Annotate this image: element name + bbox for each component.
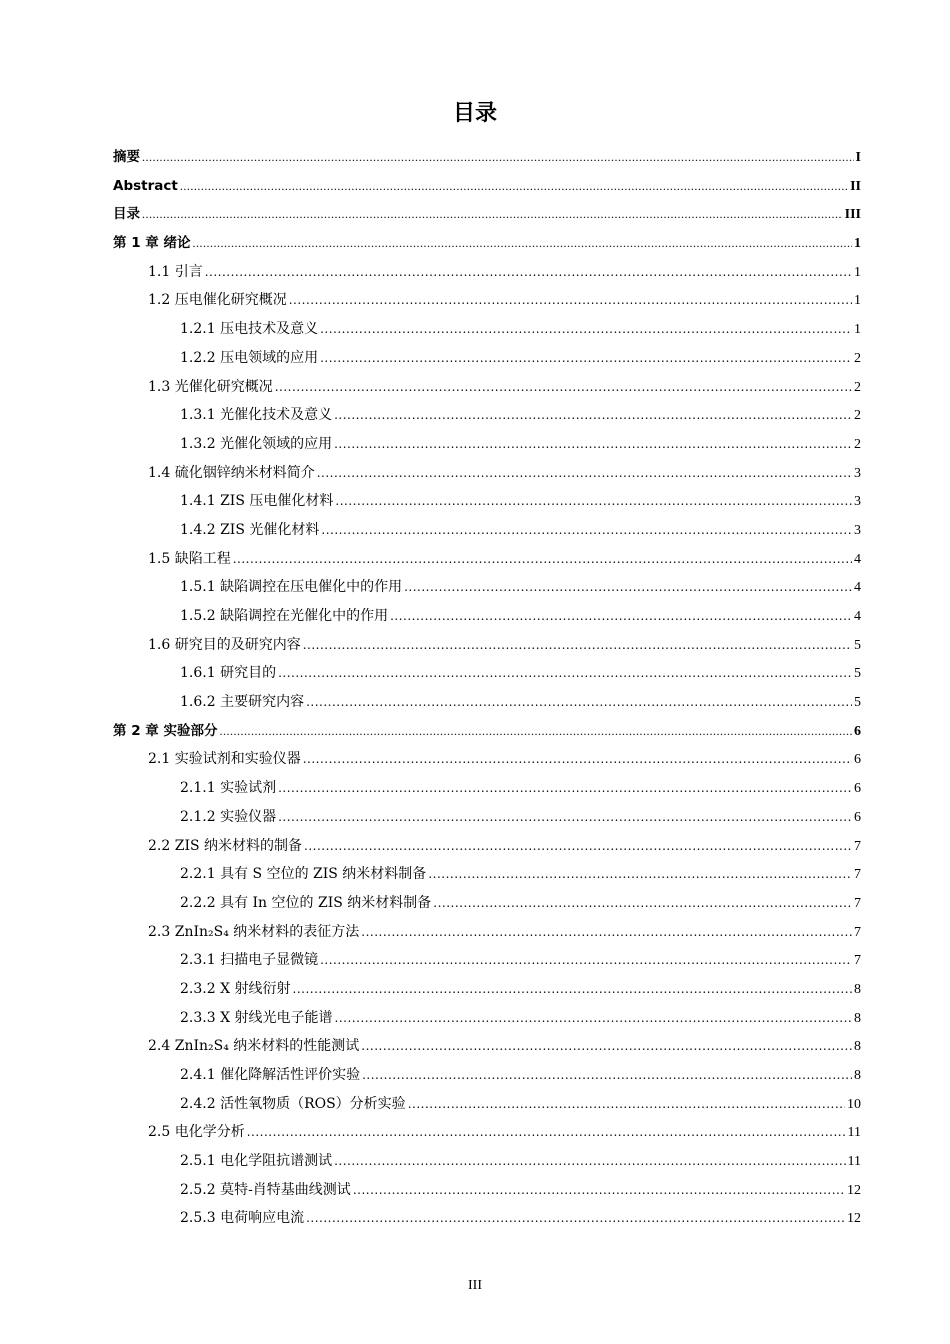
toc-entry-page: 8 — [854, 1068, 861, 1083]
toc-entry-page: 1 — [854, 236, 861, 252]
toc-entry-page: 4 — [854, 580, 861, 596]
toc-entry[interactable] — [113, 745, 861, 774]
dot-leader — [320, 946, 852, 975]
toc-entry-page: 11 — [847, 1154, 861, 1170]
dot-leader — [233, 545, 852, 574]
toc-entry-title: 1.5.2 缺陷调控在光催化中的作用 — [180, 608, 389, 624]
toc-entry-title: 1.1 引言 — [148, 263, 203, 280]
toc-entry-title: 1.3 光催化研究概况 — [148, 378, 273, 395]
toc-entry-page: 2 — [854, 350, 861, 366]
toc-entry-title: 1.2 压电催化研究概况 — [148, 292, 287, 309]
toc-entry-title: 目录 — [113, 206, 140, 223]
toc-entry-title: 2.4.2 活性氧物质（ROS）分析实验 — [180, 1095, 406, 1112]
toc-entry[interactable] — [113, 286, 861, 315]
toc-entry-page: 3 — [854, 494, 861, 510]
toc-entry-title: 1.4.2 ZIS 光催化材料 — [180, 521, 320, 538]
toc-entry-title: 2.3.1 扫描电子显微镜 — [180, 952, 319, 969]
toc-entry-page: 8 — [854, 1010, 861, 1026]
dot-leader — [334, 401, 852, 430]
toc-entry[interactable] — [113, 1204, 861, 1233]
toc-entry-page: 2 — [854, 436, 861, 452]
toc-entry-page: 10 — [847, 1096, 861, 1112]
toc-entry-title: 2.1 实验试剂和实验仪器 — [148, 751, 301, 768]
toc-entry-title: 第 2 章 实验部分 — [113, 722, 218, 739]
toc-entry[interactable] — [113, 172, 861, 201]
toc-entry-title: 1.3.1 光催化技术及意义 — [180, 407, 333, 424]
toc-entry[interactable] — [113, 229, 861, 258]
toc-entry[interactable] — [113, 602, 861, 631]
toc-entry-title: 1.6 研究目的及研究内容 — [148, 636, 301, 653]
toc-entry-title: 1.2.2 压电领域的应用 — [180, 349, 319, 366]
dot-leader — [142, 143, 854, 172]
toc-entry-page: 8 — [854, 1039, 861, 1055]
toc-entry-page: 3 — [854, 522, 861, 538]
toc-entry-title: 2.5.1 电化学阻抗谱测试 — [180, 1153, 333, 1170]
toc-entry[interactable] — [113, 803, 861, 832]
toc-entry-title: 2.1.2 实验仪器 — [180, 808, 277, 825]
toc-entry-page: 4 — [854, 551, 861, 567]
dot-leader — [334, 430, 852, 459]
dot-leader — [361, 918, 852, 947]
toc-entry-page: 7 — [854, 838, 861, 854]
toc-entry-page: 12 — [847, 1182, 861, 1198]
toc-entry-title: 1.5 缺陷工程 — [148, 550, 231, 567]
dot-leader — [320, 344, 852, 373]
toc-entry-page: 1 — [854, 264, 861, 280]
dot-leader — [275, 373, 852, 402]
dot-leader — [306, 1204, 845, 1233]
toc-entry-title: 1.6.1 研究目的 — [180, 665, 277, 682]
dot-leader — [293, 975, 853, 1004]
toc-entry[interactable] — [113, 545, 861, 574]
dot-leader — [304, 832, 852, 861]
toc-entry-page: 12 — [847, 1211, 861, 1227]
toc-entry[interactable] — [113, 344, 861, 373]
toc-entry[interactable] — [113, 860, 861, 889]
table-of-contents — [113, 143, 861, 1233]
dot-leader — [408, 1090, 845, 1119]
dot-leader — [303, 631, 852, 660]
toc-entry[interactable] — [113, 946, 861, 975]
toc-entry[interactable] — [113, 918, 861, 947]
dot-leader — [334, 1147, 845, 1176]
dot-leader — [390, 602, 852, 631]
toc-entry-title: 2.5.3 电荷响应电流 — [180, 1210, 305, 1227]
toc-entry[interactable] — [113, 659, 861, 688]
toc-entry-page: 7 — [854, 895, 861, 911]
toc-entry-title: 摘要 — [113, 149, 140, 165]
toc-entry-page: 5 — [854, 666, 861, 682]
toc-entry[interactable] — [113, 430, 861, 459]
toc-entry-page: 7 — [854, 953, 861, 969]
toc-entry[interactable] — [113, 200, 861, 229]
toc-entry[interactable] — [113, 315, 861, 344]
toc-entry-title: 2.3.2 X 射线衍射 — [180, 980, 291, 997]
toc-entry[interactable] — [113, 717, 861, 746]
toc-entry-title: 1.5.1 缺陷调控在压电催化中的作用 — [180, 579, 403, 596]
toc-entry-title: 2.5 电化学分析 — [148, 1124, 245, 1141]
dot-leader — [142, 200, 843, 229]
toc-entry-title: 2.5.2 莫特-肖特基曲线测试 — [180, 1181, 351, 1198]
toc-entry[interactable] — [113, 143, 861, 172]
toc-entry[interactable] — [113, 889, 861, 918]
toc-entry-title: 第 1 章 绪论 — [113, 235, 191, 252]
toc-entry[interactable] — [113, 1032, 861, 1061]
dot-leader — [335, 487, 852, 516]
toc-entry-title: 2.1.1 实验试剂 — [180, 780, 277, 797]
toc-entry[interactable] — [113, 1090, 861, 1119]
toc-entry-title: 1.3.2 光催化领域的应用 — [180, 435, 333, 452]
toc-entry-page: 4 — [854, 609, 861, 624]
dot-leader — [362, 1061, 852, 1090]
dot-leader — [278, 659, 852, 688]
dot-leader — [303, 745, 852, 774]
toc-entry-title: 2.2.2 具有 In 空位的 ZIS 纳米材料制备 — [180, 894, 432, 911]
toc-entry[interactable] — [113, 832, 861, 861]
toc-entry-page: 1 — [854, 293, 861, 309]
toc-entry-title: 2.3.3 X 射线光电子能谱 — [180, 1009, 333, 1026]
dot-leader — [278, 774, 852, 803]
toc-entry-title: 1.2.1 压电技术及意义 — [180, 321, 319, 338]
dot-leader — [193, 229, 853, 258]
toc-entry-page: 5 — [854, 695, 861, 711]
toc-entry[interactable] — [113, 1147, 861, 1176]
toc-entry-page: II — [850, 178, 861, 194]
dot-leader — [289, 286, 852, 315]
toc-entry[interactable] — [113, 258, 861, 287]
toc-entry[interactable] — [113, 487, 861, 516]
dot-leader — [278, 803, 852, 832]
dot-leader — [317, 459, 852, 488]
toc-entry-page: 6 — [854, 809, 861, 825]
toc-entry-page: 1 — [854, 322, 861, 338]
dot-leader — [321, 516, 852, 545]
dot-leader — [180, 172, 848, 201]
toc-entry[interactable] — [113, 459, 861, 488]
toc-entry-page: 11 — [847, 1125, 861, 1141]
toc-entry[interactable] — [113, 1004, 861, 1033]
toc-entry[interactable] — [113, 516, 861, 545]
toc-entry-title: 2.4.1 催化降解活性评价实验 — [180, 1067, 361, 1083]
toc-entry-page: III — [844, 207, 861, 223]
dot-leader — [335, 1004, 853, 1033]
toc-entry-page: 5 — [854, 637, 861, 653]
toc-entry-title: 1.6.2 主要研究内容 — [180, 694, 305, 711]
toc-entry-page: 6 — [854, 752, 861, 768]
dot-leader — [320, 315, 852, 344]
toc-entry[interactable] — [113, 774, 861, 803]
toc-entry-page: 7 — [854, 867, 861, 883]
toc-entry[interactable] — [113, 1118, 861, 1147]
toc-entry-title: 1.4.1 ZIS 压电催化材料 — [180, 493, 334, 510]
dot-leader — [353, 1176, 845, 1205]
toc-entry-title: 2.2 ZIS 纳米材料的制备 — [148, 837, 303, 854]
dot-leader — [306, 688, 852, 717]
dot-leader — [205, 258, 852, 287]
toc-entry-page: 8 — [854, 981, 861, 997]
toc-entry-title: Abstract — [113, 177, 178, 194]
toc-entry[interactable] — [113, 1176, 861, 1205]
toc-entry[interactable] — [113, 631, 861, 660]
toc-entry-page: 6 — [854, 781, 861, 797]
toc-entry[interactable] — [113, 1061, 861, 1090]
toc-entry-title: 2.2.1 具有 S 空位的 ZIS 纳米材料制备 — [180, 866, 427, 883]
toc-entry[interactable] — [113, 373, 861, 402]
toc-entry-title: 2.4 ZnIn₂S₄ 纳米材料的性能测试 — [148, 1038, 360, 1055]
dot-leader — [247, 1118, 846, 1147]
dot-leader — [433, 889, 852, 918]
page-number: III — [468, 1278, 482, 1293]
toc-entry[interactable] — [113, 688, 861, 717]
dot-leader — [428, 860, 852, 889]
toc-entry[interactable] — [113, 573, 861, 602]
toc-entry-page: 7 — [854, 924, 861, 940]
toc-entry-page: I — [855, 150, 861, 165]
toc-entry-title: 2.3 ZnIn₂S₄ 纳米材料的表征方法 — [148, 923, 360, 940]
toc-entry-page: 2 — [854, 408, 861, 424]
dot-leader — [220, 717, 853, 746]
toc-entry-page: 6 — [854, 723, 861, 739]
toc-entry[interactable] — [113, 401, 861, 430]
toc-entry[interactable] — [113, 975, 861, 1004]
dot-leader — [404, 573, 852, 602]
dot-leader — [361, 1032, 852, 1061]
toc-entry-title: 1.4 硫化铟锌纳米材料简介 — [148, 464, 315, 481]
page-title: 目录 — [452, 101, 497, 126]
toc-entry-page: 3 — [854, 465, 861, 481]
toc-entry-page: 2 — [854, 379, 861, 395]
